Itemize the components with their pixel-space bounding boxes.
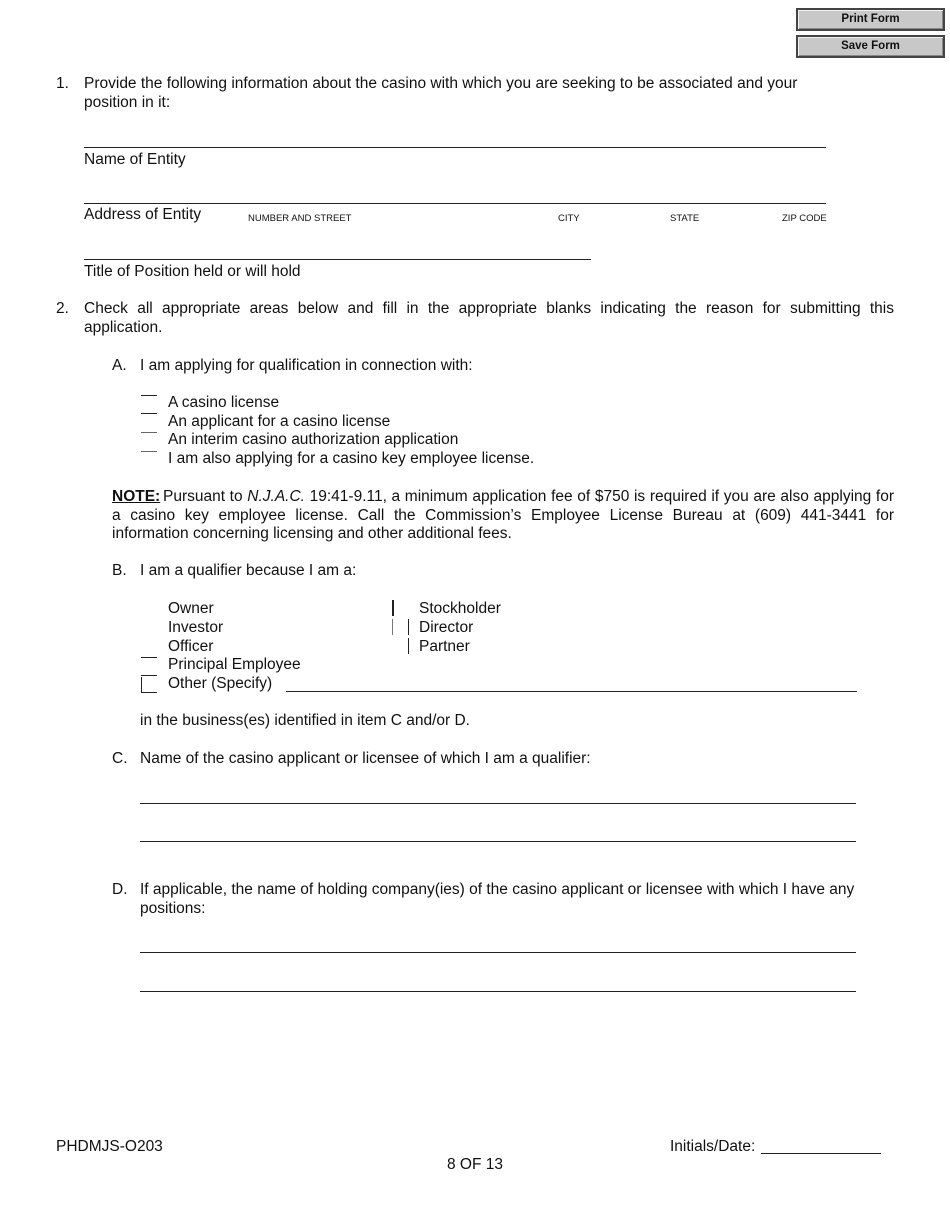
option-applicant: An applicant for a casino license	[168, 413, 391, 430]
key-employee-checkbox[interactable]	[141, 451, 157, 452]
q2b-text: I am a qualifier because I am a:	[140, 562, 357, 579]
position-title-field[interactable]	[84, 259, 591, 260]
entity-name-label: Name of Entity	[84, 151, 186, 168]
q2a-text: I am applying for qualification in connection with:	[140, 357, 473, 374]
casino-license-checkbox[interactable]	[141, 395, 157, 396]
other-specify-field[interactable]	[286, 691, 857, 692]
q1-number: 1.	[56, 75, 69, 92]
q2b-trailer: in the business(es) identified in item C and/or D.	[140, 712, 470, 729]
director-checkbox-left[interactable]	[392, 619, 393, 635]
interim-authorization-checkbox[interactable]	[141, 432, 157, 433]
initials-date-field[interactable]	[761, 1153, 881, 1154]
partner-checkbox[interactable]	[408, 638, 409, 654]
option-stockholder: Stockholder	[419, 600, 501, 617]
entity-name-field[interactable]	[84, 147, 826, 148]
option-owner: Owner	[168, 600, 214, 617]
holding-company-line2[interactable]	[140, 991, 856, 992]
option-officer: Officer	[168, 638, 214, 655]
other-checkbox[interactable]	[141, 677, 157, 693]
option-interim-authorization: An interim casino authorization application	[168, 431, 459, 448]
holding-company-line1[interactable]	[140, 952, 856, 953]
address-state-caption: STATE	[670, 213, 700, 224]
officer-checkbox[interactable]	[141, 657, 157, 658]
entity-address-label: Address of Entity	[84, 206, 202, 223]
address-city-caption: CITY	[558, 213, 580, 224]
q2-text: Check all appropriate areas below and fill in the appropriate blanks indicating the reason for submitting this application.	[84, 300, 894, 336]
q2c-text: Name of the casino applicant or licensee of which I am a qualifier:	[140, 750, 591, 767]
casino-qualifier-name-line2[interactable]	[140, 841, 856, 842]
option-director: Director	[419, 619, 474, 636]
option-other: Other (Specify)	[168, 675, 273, 692]
form-id: PHDMJS-O203	[56, 1138, 163, 1155]
option-investor: Investor	[168, 619, 224, 636]
note-text: Pursuant to N.J.A.C. 19:41-9.11, a minimum application fee of $750 is required if you are also applying for a casino key employee license. Call the Commission’s Employee License Bureau at (609) 441-3441 for information concerning licensing and other additional fees.	[112, 488, 894, 542]
address-street-caption: NUMBER AND STREET	[248, 213, 352, 224]
option-casino-license: A casino license	[168, 394, 280, 411]
initials-date-label: Initials/Date:	[670, 1138, 756, 1155]
applicant-checkbox[interactable]	[141, 413, 157, 414]
option-partner: Partner	[419, 638, 470, 655]
q2-number: 2.	[56, 300, 69, 317]
save-form-button[interactable]: Save Form	[796, 35, 945, 58]
note-label: NOTE:	[112, 488, 161, 505]
print-form-button[interactable]: Print Form	[796, 8, 945, 31]
option-key-employee: I am also applying for a casino key employee license.	[168, 450, 535, 467]
entity-address-field[interactable]	[84, 203, 826, 204]
position-title-label: Title of Position held or will hold	[84, 263, 301, 280]
q1-text: Provide the following information about the casino with which you are seeking to be associated and your position in it:	[84, 75, 798, 111]
q2b-letter: B.	[112, 562, 127, 579]
stockholder-checkbox[interactable]	[392, 600, 394, 616]
casino-qualifier-name-line1[interactable]	[140, 803, 856, 804]
q2d-text: If applicable, the name of holding company(ies) of the casino applicant or licensee with which I have any positions:	[140, 881, 855, 917]
address-zip-caption: ZIP CODE	[782, 213, 827, 224]
director-checkbox[interactable]	[408, 619, 409, 635]
q2d-letter: D.	[112, 881, 128, 898]
option-principal-employee: Principal Employee	[168, 656, 301, 673]
principal-employee-checkbox[interactable]	[141, 675, 157, 676]
page-number: 8 OF 13	[447, 1156, 503, 1173]
q2c-letter: C.	[112, 750, 128, 767]
q2a-letter: A.	[112, 357, 127, 374]
